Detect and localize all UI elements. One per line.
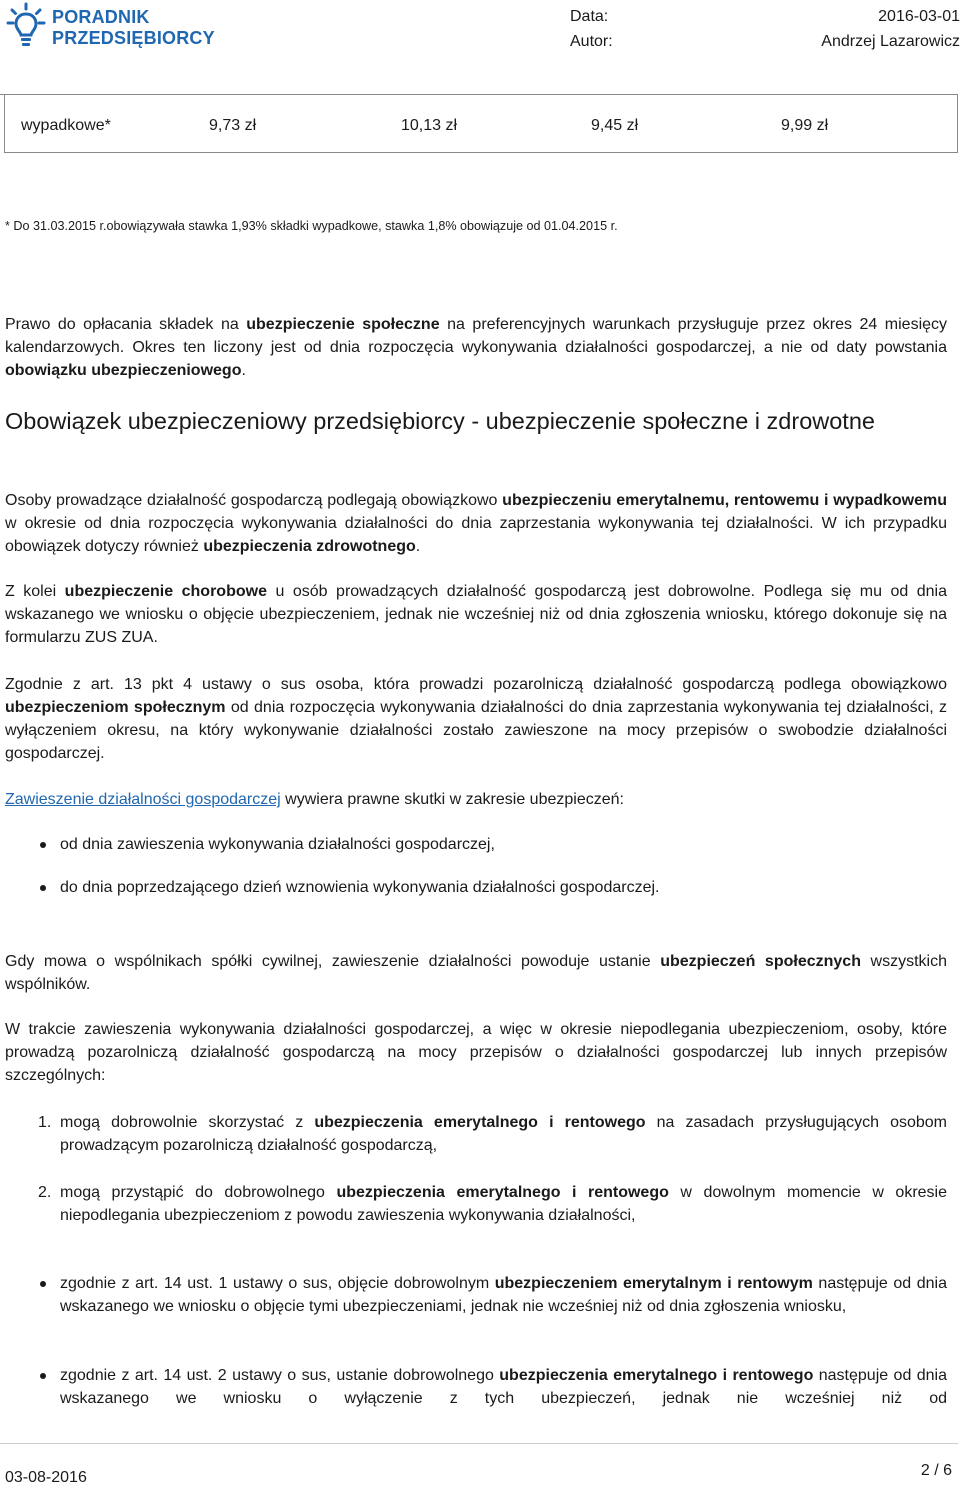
- logo-text: [52, 7, 215, 49]
- document-meta: [570, 4, 960, 54]
- page-number: 2 / 6: [920, 1462, 952, 1479]
- table-cell: 10,13 zł: [401, 117, 458, 134]
- author-value: Andrzej Lazarowicz: [821, 33, 960, 50]
- logo-line1: PORADNIK: [52, 7, 150, 27]
- list-item: zgodnie z art. 14 ust. 2 ustawy o sus, ustanie dobrowolnego ubezpieczenia emerytalnego i rentowego następuje od dnia wskazanego we wniosku o wyłączenie z tych ubezpieczeń, jednak nie wcześniej niż od: [60, 1367, 948, 1407]
- logo-line2: PRZEDSIĘBIORCY: [52, 28, 215, 48]
- paragraph-obligation: Osoby prowadzące działalność gospodarczą podlegają obowiązkowo ubezpieczeniu emerytalnemu, rentowemu i wypadkowemu w okresie od dnia rozpoczęcia wykonywania działalności do dnia zaprzestania wykonywania tej działalności. W ich przypadku obowiązek dotyczy również ubezpieczenia zdrowotnego.: [5, 492, 947, 555]
- bullet-icon: [40, 842, 46, 848]
- paragraph-article13: Zgodnie z art. 13 pkt 4 ustawy o sus osoba, która prowadzi pozarolniczą działalność gospodarczą podlega obowiązkowo ubezpieczeniom społecznym od dnia rozpoczęcia wykonywania działalności do dnia zaprzestania wykonywania tej działalności, z wyłączeniem okresu, na który wykonywanie działalności zostało zawieszone na mocy przepisów o swobodzie działalności gospodarczej.: [5, 676, 947, 762]
- table-cell: 9,45 zł: [591, 117, 639, 134]
- meta-date-row: [570, 4, 960, 29]
- paragraph-preferential: Prawo do opłacania składek na ubezpieczenie społeczne na preferencyjnych warunkach przysługuje przez okres 24 miesięcy kalendarzowych. Okres ten liczony jest od dnia rozpoczęcia wykonywania działalności gospodarczej, a nie od daty powstania obowiązku ubezpieczeniowego.: [5, 316, 948, 379]
- lightbulb-icon: [6, 2, 46, 50]
- list-number: 1.: [38, 1114, 52, 1131]
- date-value: 2016-03-01: [878, 8, 960, 25]
- paragraph-during-suspension: W trakcie zawieszenia wykonywania działalności gospodarczej, a więc w okresie niepodlegania ubezpieczeniom, osoby, które prowadzą pozarolniczą działalność gospodarczą na mocy przepisów o działalności gospodarczej lub innych przepisów szczególnych:: [5, 1021, 947, 1084]
- footer-date: 03-08-2016: [5, 1469, 87, 1486]
- list-item: od dnia zawieszenia wykonywania działalności gospodarczej,: [60, 836, 495, 853]
- suspension-link[interactable]: Zawieszenie działalności gospodarczej: [5, 791, 281, 808]
- list-item: mogą przystąpić do dobrowolnego ubezpieczenia emerytalnego i rentowego w dowolnym momencie w okresie niepodlegania ubezpieczeniom z powodu zawieszenia wykonywania działalności,: [60, 1184, 948, 1224]
- paragraph-civil-partnership: Gdy mowa o wspólnikach spółki cywilnej, zawieszenie działalności powoduje ustanie ubezpieczeń społecznych wszystkich wspólników.: [5, 953, 948, 993]
- list-item: zgodnie z art. 14 ust. 1 ustawy o sus, objęcie dobrowolnym ubezpieczeniem emerytalnym i rentowym następuje od dnia wskazanego we wniosku o objęcie tymi ubezpieczeniami, jednak nie wcześniej niż od dnia zgłoszenia wniosku,: [60, 1275, 947, 1315]
- date-label: Data:: [570, 8, 609, 25]
- list-item: do dnia poprzedzającego dzień wznowienia wykonywania działalności gospodarczej.: [60, 879, 660, 896]
- section-heading: Obowiązek ubezpieczeniowy przedsiębiorcy - ubezpieczenie społeczne i zdrowotne: [5, 408, 875, 434]
- footer-divider: [0, 1443, 958, 1444]
- rates-table: [4, 94, 958, 153]
- table-cell: 9,99 zł: [781, 117, 829, 134]
- bullet-icon: [40, 885, 46, 891]
- paragraph-sickness: Z kolei ubezpieczenie chorobowe u osób prowadzących działalność gospodarczą jest dobrowolne. Podlega się mu od dnia wskazanego we wniosku o objęcie ubezpieczeniem, jednak nie wcześniej niż od dnia zgłoszenia wniosku, którego dokonuje się na formularzu ZUS ZUA.: [5, 583, 948, 646]
- author-label: Autor:: [570, 33, 613, 50]
- page-header: [0, 0, 960, 60]
- meta-author-row: [570, 29, 960, 54]
- table-cell: wypadkowe*: [21, 117, 111, 134]
- paragraph-suspension: Zawieszenie działalności gospodarczej wywiera prawne skutki w zakresie ubezpieczeń:: [5, 791, 624, 808]
- bullet-icon: [40, 1373, 46, 1379]
- footnote: * Do 31.03.2015 r.obowiązywała stawka 1,93% składki wypadkowe, stawka 1,8% obowiązuje od 01.04.2015 r.: [5, 219, 618, 233]
- bullet-icon: [40, 1281, 46, 1287]
- table-cell: 9,73 zł: [209, 117, 257, 134]
- logo[interactable]: [6, 2, 215, 50]
- list-item: mogą dobrowolnie skorzystać z ubezpieczenia emerytalnego i rentowego na zasadach przysługujących osobom prowadzącym pozarolniczą działalność gospodarczą,: [60, 1114, 948, 1154]
- list-number: 2.: [38, 1184, 52, 1201]
